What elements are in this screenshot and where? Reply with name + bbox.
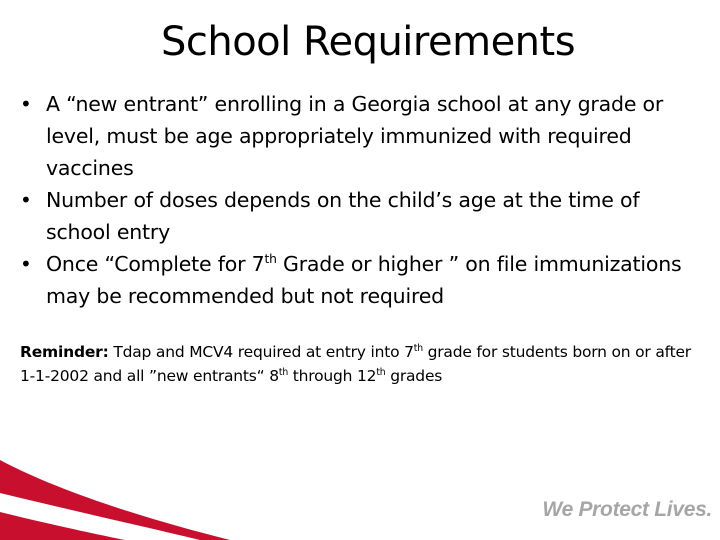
bullet-dot: •: [20, 252, 32, 276]
bullet-text-end: Grade or higher ” on file immunizations may be recommended but not required: [46, 252, 682, 308]
footer-tagline: We Protect Lives.: [542, 498, 712, 521]
bullet-text-start: Once “Complete for 7: [46, 252, 265, 276]
bullet-text: Number of doses depends on the child’s age at the time of school entry: [46, 188, 640, 244]
bullet-item: [20, 88, 705, 184]
slide-title: School Requirements: [160, 19, 576, 65]
bullet-list: [20, 88, 705, 312]
bullet-item: [20, 248, 705, 312]
reminder-text: Tdap and MCV4 required at entry into 7: [108, 343, 414, 361]
reminder-text: through 12: [288, 367, 377, 385]
bullet-item: [20, 184, 705, 248]
bullet-dot: •: [20, 188, 32, 212]
ordinal-suffix: th: [376, 366, 386, 378]
bullet-text: A “new entrant” enrolling in a Georgia school at any grade or level, must be age appropriately immunized with required vaccines: [46, 92, 664, 180]
reminder-note: [20, 340, 705, 388]
reminder-label: Reminder:: [20, 343, 109, 361]
ordinal-suffix: th: [278, 366, 289, 378]
reminder-text: grades: [385, 367, 443, 385]
reminder-text: grade for students born on or after 1-1-2002 and all ”new entrants“ 8: [20, 343, 691, 385]
ordinal-suffix: th: [264, 252, 277, 267]
bullet-dot: •: [20, 92, 32, 116]
ordinal-suffix: th: [413, 342, 423, 354]
